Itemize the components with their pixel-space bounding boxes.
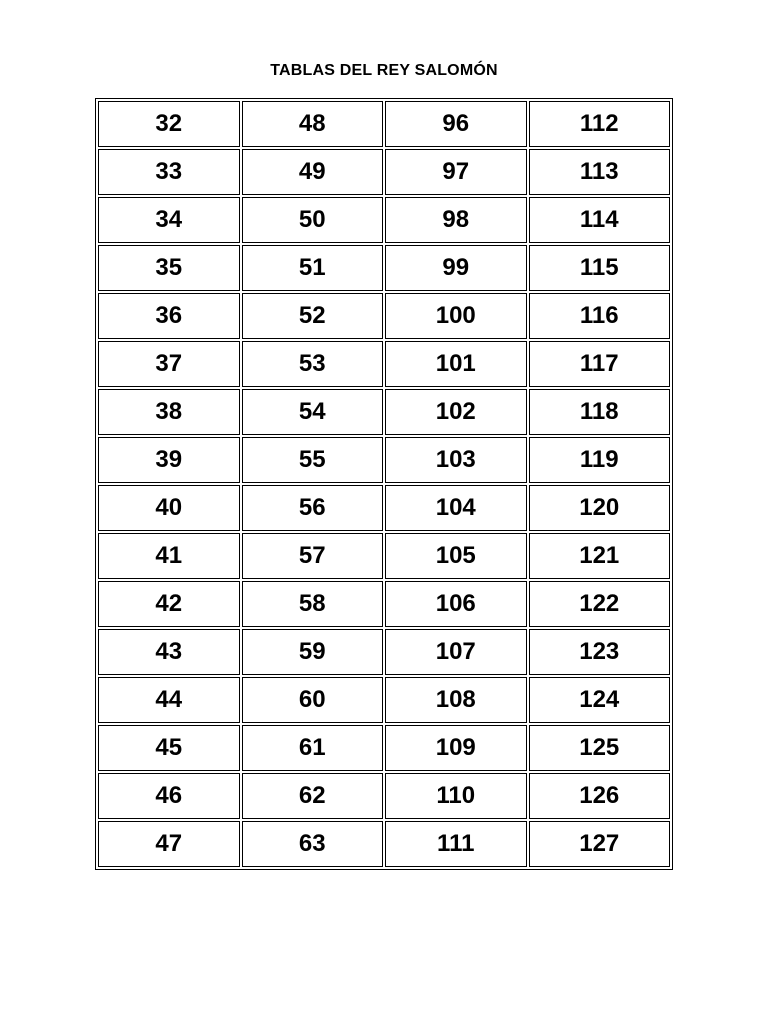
table-cell: 121 xyxy=(529,533,671,579)
table-cell: 125 xyxy=(529,725,671,771)
table-row xyxy=(98,725,670,771)
table-cell: 38 xyxy=(98,389,240,435)
table-cell: 56 xyxy=(242,485,384,531)
table-cell: 32 xyxy=(98,101,240,147)
table-cell: 117 xyxy=(529,341,671,387)
table-cell: 99 xyxy=(385,245,527,291)
page-title: TABLAS DEL REY SALOMÓN xyxy=(270,62,498,79)
table-cell: 108 xyxy=(385,677,527,723)
table-row xyxy=(98,677,670,723)
table-cell: 112 xyxy=(529,101,671,147)
table-cell: 105 xyxy=(385,533,527,579)
table-cell: 62 xyxy=(242,773,384,819)
table-cell: 101 xyxy=(385,341,527,387)
table-cell: 120 xyxy=(529,485,671,531)
table-row xyxy=(98,389,670,435)
table-row xyxy=(98,533,670,579)
table-row xyxy=(98,773,670,819)
table-cell: 122 xyxy=(529,581,671,627)
table-cell: 36 xyxy=(98,293,240,339)
table-cell: 123 xyxy=(529,629,671,675)
table-cell: 100 xyxy=(385,293,527,339)
table-cell: 115 xyxy=(529,245,671,291)
table-cell: 118 xyxy=(529,389,671,435)
table-cell: 41 xyxy=(98,533,240,579)
table-cell: 54 xyxy=(242,389,384,435)
table-cell: 107 xyxy=(385,629,527,675)
table-cell: 48 xyxy=(242,101,384,147)
table-cell: 34 xyxy=(98,197,240,243)
table-cell: 55 xyxy=(242,437,384,483)
table-cell: 35 xyxy=(98,245,240,291)
table-cell: 46 xyxy=(98,773,240,819)
table-cell: 126 xyxy=(529,773,671,819)
table-cell: 96 xyxy=(385,101,527,147)
table-cell: 106 xyxy=(385,581,527,627)
table-row xyxy=(98,197,670,243)
table-cell: 37 xyxy=(98,341,240,387)
table-cell: 114 xyxy=(529,197,671,243)
table-cell: 58 xyxy=(242,581,384,627)
table-row xyxy=(98,149,670,195)
table-row xyxy=(98,341,670,387)
table-cell: 42 xyxy=(98,581,240,627)
table-cell: 33 xyxy=(98,149,240,195)
table-cell: 119 xyxy=(529,437,671,483)
table-cell: 103 xyxy=(385,437,527,483)
table-cell: 124 xyxy=(529,677,671,723)
table-row xyxy=(98,629,670,675)
table-cell: 59 xyxy=(242,629,384,675)
table-cell: 60 xyxy=(242,677,384,723)
table-cell: 110 xyxy=(385,773,527,819)
table-cell: 40 xyxy=(98,485,240,531)
table-row xyxy=(98,437,670,483)
table-cell: 53 xyxy=(242,341,384,387)
table-cell: 57 xyxy=(242,533,384,579)
table-cell: 47 xyxy=(98,821,240,867)
table-cell: 109 xyxy=(385,725,527,771)
table-cell: 50 xyxy=(242,197,384,243)
table-cell: 52 xyxy=(242,293,384,339)
table-cell: 127 xyxy=(529,821,671,867)
table-cell: 116 xyxy=(529,293,671,339)
table-cell: 39 xyxy=(98,437,240,483)
table-row xyxy=(98,245,670,291)
table-cell: 49 xyxy=(242,149,384,195)
table-cell: 111 xyxy=(385,821,527,867)
table-cell: 97 xyxy=(385,149,527,195)
number-table xyxy=(95,98,673,870)
table-row xyxy=(98,485,670,531)
table-cell: 51 xyxy=(242,245,384,291)
table-body xyxy=(98,101,670,867)
table-cell: 43 xyxy=(98,629,240,675)
table-cell: 63 xyxy=(242,821,384,867)
table-row xyxy=(98,821,670,867)
table-cell: 102 xyxy=(385,389,527,435)
table-row xyxy=(98,101,670,147)
table-cell: 113 xyxy=(529,149,671,195)
table-row xyxy=(98,293,670,339)
table-cell: 45 xyxy=(98,725,240,771)
table-cell: 98 xyxy=(385,197,527,243)
table-cell: 44 xyxy=(98,677,240,723)
table-cell: 104 xyxy=(385,485,527,531)
table-cell: 61 xyxy=(242,725,384,771)
table-row xyxy=(98,581,670,627)
